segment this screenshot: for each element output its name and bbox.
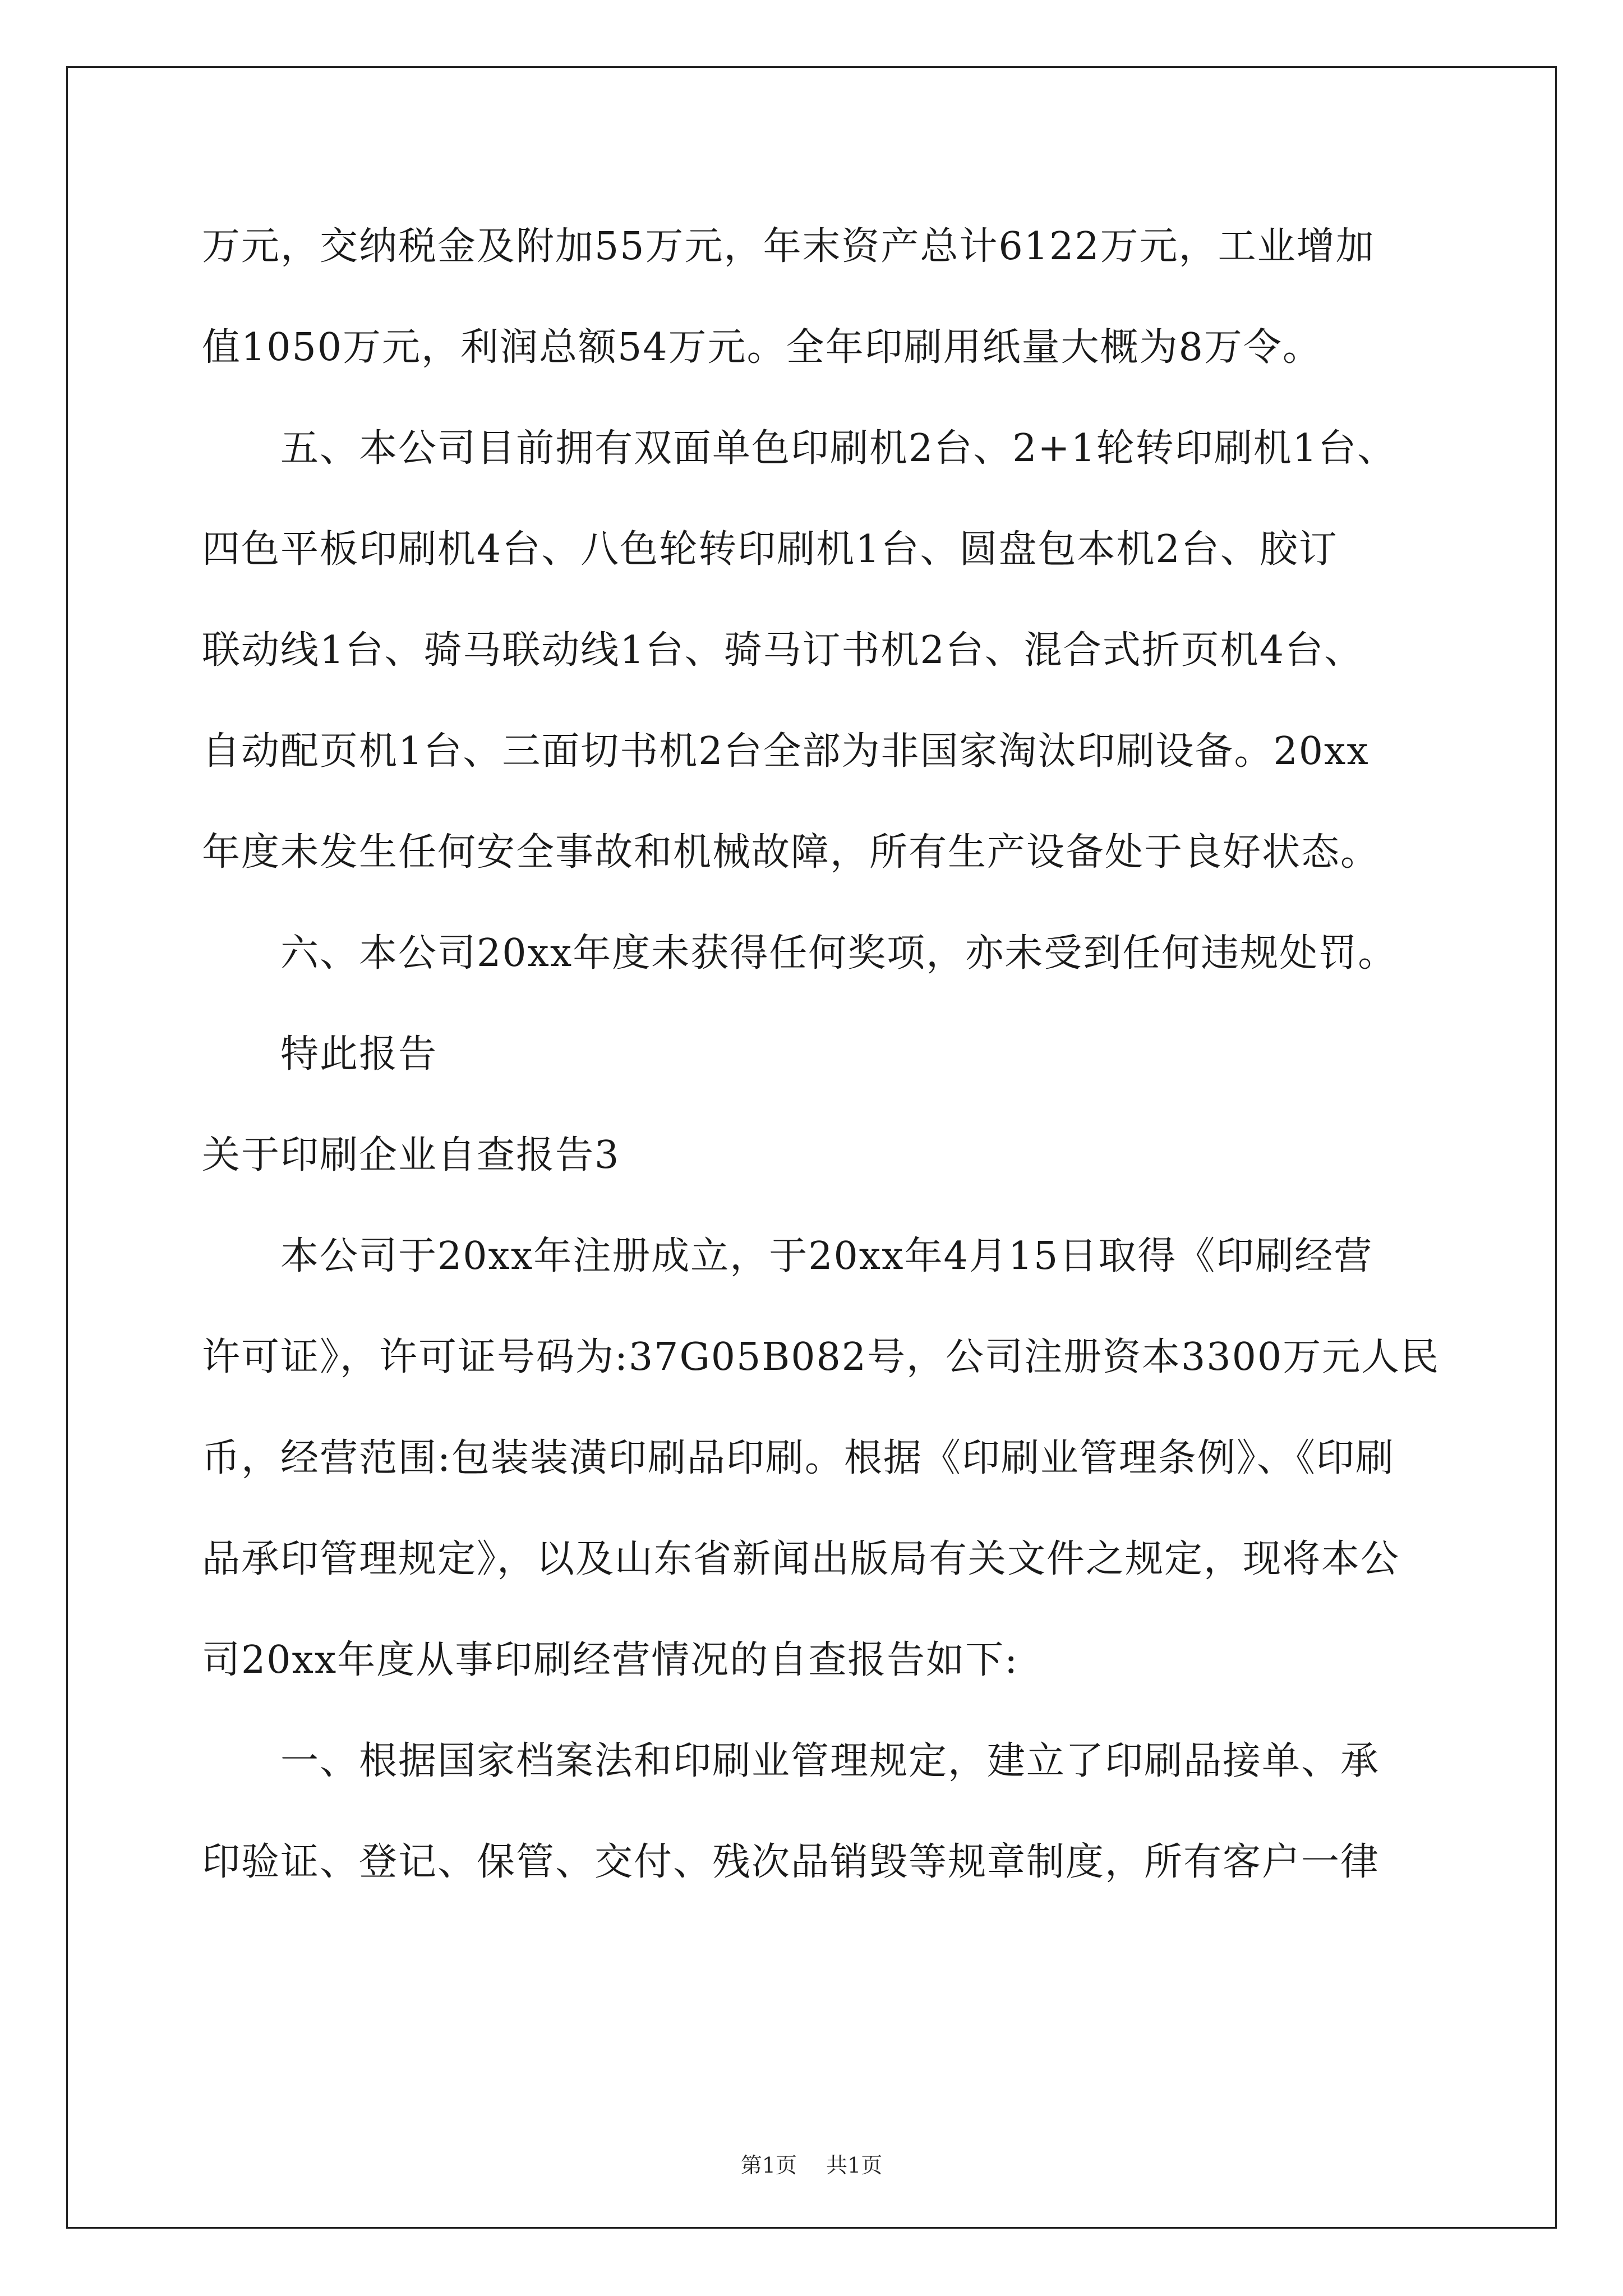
text-line: 年度未发生任何安全事故和机械故障，所有生产设备处于良好状态。 xyxy=(202,830,1380,875)
section-heading: 关于印刷企业自查报告3 xyxy=(202,1133,620,1177)
text-line: 值1050万元，利润总额54万元。全年印刷用纸量大概为8万令。 xyxy=(202,325,1322,370)
text-line: 币，经营范围:包装装潢印刷品印刷。根据《印刷业管理条例》、《印刷 xyxy=(202,1436,1395,1480)
paragraph-intro-start: 本公司于20xx年注册成立，于20xx年4月15日取得《印刷经营 xyxy=(280,1234,1373,1278)
text-line: 司20xx年度从事印刷经营情况的自查报告如下: xyxy=(202,1638,1019,1682)
text-line: 万元，交纳税金及附加55万元，年末资产总计6122万元，工业增加 xyxy=(202,224,1375,269)
text-line: 联动线1台、骑马联动线1台、骑马订书机2台、混合式折页机4台、 xyxy=(202,628,1364,673)
page-total: 共1页 xyxy=(826,2153,883,2178)
text-line: 自动配页机1台、三面切书机2台全部为非国家淘汰印刷设备。20xx xyxy=(202,729,1370,774)
closing-note: 特此报告 xyxy=(280,1032,438,1076)
text-line: 印验证、登记、保管、交付、残次品销毁等规章制度，所有客户一律 xyxy=(202,1840,1380,1884)
page-footer xyxy=(0,2148,1623,2182)
page-number: 第1页 xyxy=(740,2153,797,2178)
text-line: 四色平板印刷机4台、八色轮转印刷机1台、圆盘包本机2台、胶订 xyxy=(202,527,1338,572)
text-line: 品承印管理规定》，以及山东省新闻出版局有关文件之规定，现将本公 xyxy=(202,1537,1400,1581)
paragraph-one-start: 一、根据国家档案法和印刷业管理规定，建立了印刷品接单、承 xyxy=(280,1739,1380,1783)
paragraph-five-start: 五、本公司目前拥有双面单色印刷机2台、2+1轮转印刷机1台、 xyxy=(280,426,1397,471)
text-line: 许可证》，许可证号码为:37G05B082号，公司注册资本3300万元人民 xyxy=(202,1335,1440,1379)
paragraph-six: 六、本公司20xx年度未获得任何奖项，亦未受到任何违规处罚。 xyxy=(280,931,1398,976)
